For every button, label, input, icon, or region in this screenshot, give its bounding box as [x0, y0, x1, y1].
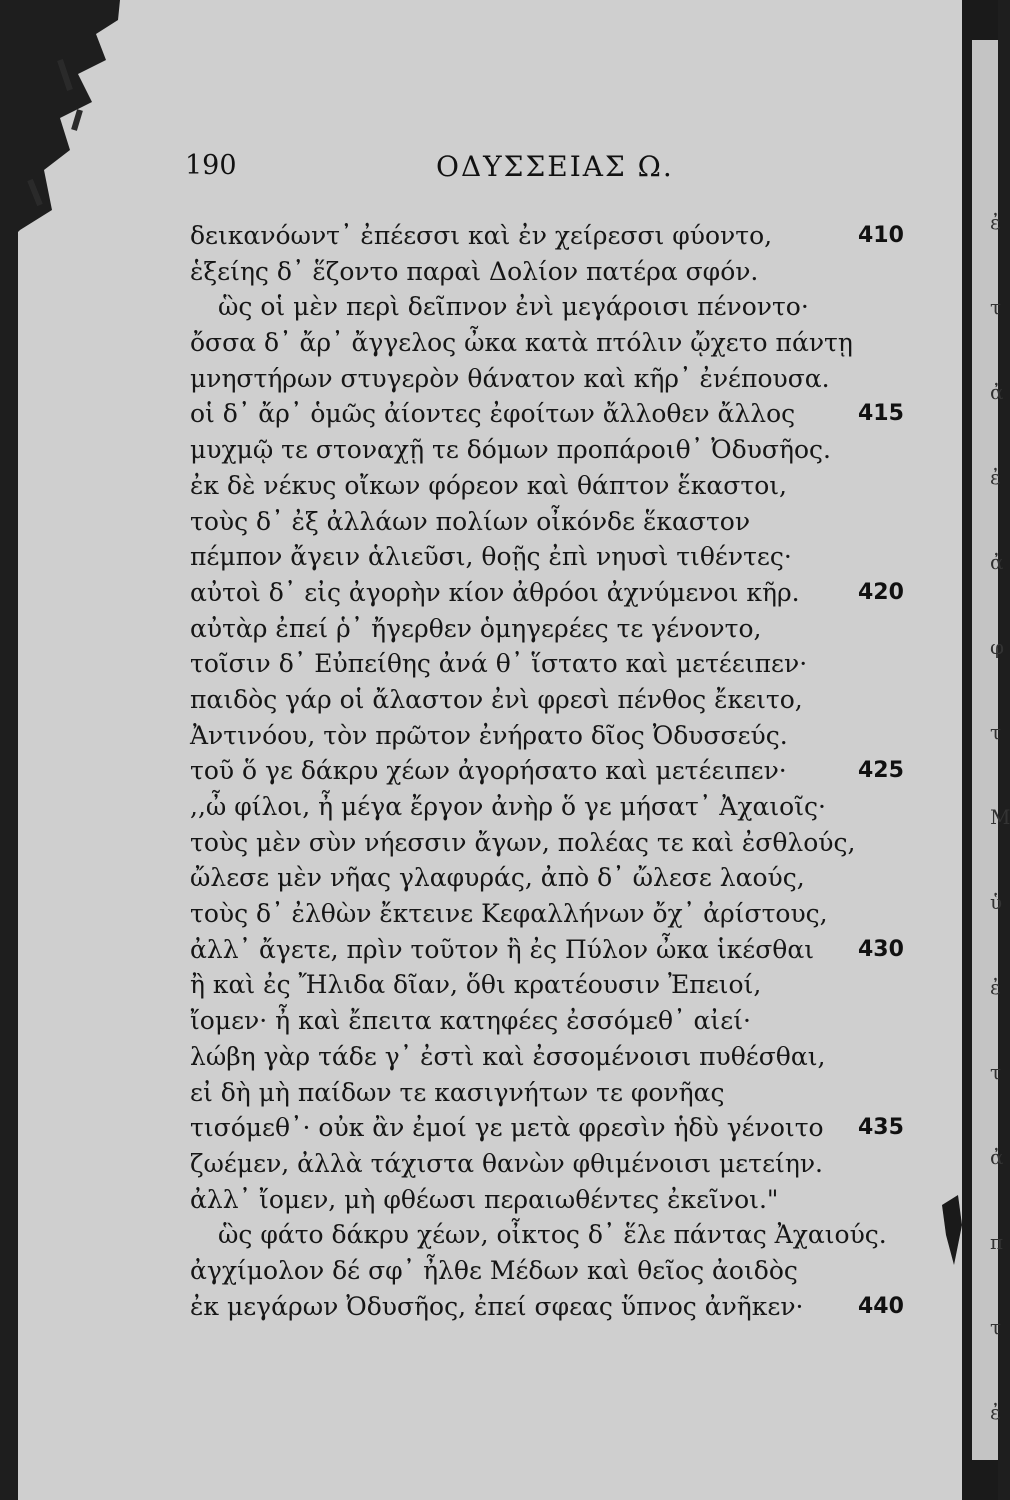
verse-line	[190, 789, 910, 825]
verse-text: τισόμεθ᾽· οὐκ ἂν ἐμοί γε μετὰ φρεσὶν ἡδὺ γένοιτο	[190, 1113, 824, 1143]
verse-text: ἑξείης δ᾽ ἕζοντο παραὶ Δολίον πατέρα σφόν.	[190, 256, 759, 286]
verse-text: τοὺς δ᾽ ἐξ ἀλλάων πολίων οἶκόνδε ἕκαστον	[190, 506, 751, 536]
verse-text: αὐτοὶ δ᾽ εἰς ἀγορὴν κίον ἀθρόοι ἀχνύμενοι κῆρ.	[190, 577, 800, 607]
verse-text: τοῦ ὅ γε δάκρυ χέων ἀγορήσατο καὶ μετέειπεν·	[190, 756, 787, 786]
adjacent-page-fragment: ἀ	[990, 1145, 1004, 1169]
verse-line	[190, 753, 910, 789]
verse-text: μνηστήρων στυγερὸν θάνατον καὶ κῆρ᾽ ἐνέπουσα.	[190, 363, 830, 393]
verse-text: οἱ δ᾽ ἄρ᾽ ὁμῶς ἀίοντες ἐφοίτων ἄλλοθεν ἄλλος	[190, 399, 796, 429]
verse-line	[190, 1217, 910, 1253]
adjacent-page-fragment: Μ	[990, 805, 1010, 829]
verse-line	[190, 825, 910, 861]
verse-line	[190, 1039, 910, 1075]
verse-line	[190, 1110, 910, 1146]
adjacent-page-fragment: τ	[990, 295, 1002, 319]
verse-line	[190, 611, 910, 647]
adjacent-page-fragment: π	[990, 1230, 1004, 1254]
verse-line	[190, 575, 910, 611]
verse-line	[190, 646, 910, 682]
verse-line	[190, 504, 910, 540]
verse-text: παιδὸς γάρ οἱ ἄλαστον ἐνὶ φρεσὶ πένθος ἔκειτο,	[190, 684, 803, 714]
verse-text: δεικανόωντ᾽ ἐπέεσσι καὶ ἐν χείρεσσι φύοντο,	[190, 221, 773, 250]
adjacent-page-fragment: ἐ	[990, 210, 1001, 234]
adjacent-page-fragment: τ	[990, 1315, 1002, 1339]
verse-line	[190, 967, 910, 1003]
verse-line	[190, 432, 910, 468]
running-header	[0, 150, 998, 190]
verse-text: ἀγχίμολον δέ σφ᾽ ἦλθε Μέδων καὶ θεῖος ἀοιδὸς	[190, 1255, 798, 1285]
verse-line	[190, 932, 910, 968]
adjacent-page-fragment: ἐ	[990, 465, 1001, 489]
torn-corner-marks	[0, 0, 140, 260]
verse-text: τοὺς δ᾽ ἐλθὼν ἔκτεινε Κεφαλλήνων ὄχ᾽ ἀρίστους,	[190, 899, 828, 929]
verse-text: τοῖσιν δ᾽ Εὐπείθης ἀνά θ᾽ ἵστατο καὶ μετέειπεν·	[190, 649, 808, 679]
verse-line	[190, 1003, 910, 1039]
adjacent-page-fragment: ἐ	[990, 1400, 1001, 1424]
verse-line	[190, 254, 910, 290]
verse-line	[190, 718, 910, 754]
adjacent-page-fragment: τ	[990, 1060, 1002, 1084]
verse-line	[190, 682, 910, 718]
adjacent-page-fragment: ὑ	[990, 890, 1003, 914]
verse-line	[190, 1146, 910, 1182]
verse-text: ἐκ δὲ νέκυς οἴκων φόρεον καὶ θάπτον ἕκαστοι,	[190, 470, 787, 500]
verse-text: ,,ὦ φίλοι, ἦ μέγα ἔργον ἀνὴρ ὅ γε μήσατ᾽ Ἀχαιοῖς·	[190, 792, 826, 821]
verse-line	[190, 289, 910, 325]
verse-line	[190, 1253, 910, 1289]
verse-text: ἀλλ᾽ ἴομεν, μὴ φθέωσι περαιωθέντες ἐκεῖνοι."	[190, 1184, 779, 1214]
verse-text: Ἀντινόου, τὸν πρῶτον ἐνήρατο δῖος Ὀδυσσεύς.	[190, 720, 788, 750]
verse-line	[190, 325, 910, 361]
verse-line	[190, 396, 910, 432]
verse-line	[190, 361, 910, 397]
verse-block	[190, 218, 910, 1324]
verse-text: ἐκ μεγάρων Ὀδυσῆος, ἐπεί σφεας ὕπνος ἀνῆκεν·	[190, 1291, 804, 1321]
verse-text: ὄσσα δ᾽ ἄρ᾽ ἄγγελος ὦκα κατὰ πτόλιν ᾤχετο πάντῃ	[190, 328, 853, 358]
verse-line	[190, 860, 910, 896]
adjacent-page-fragment: ἀ	[990, 380, 1004, 404]
book-title: ΟΔΥΣΣΕΙΑΣ Ω.	[436, 150, 674, 183]
adjacent-page-edge	[972, 40, 1010, 1460]
adjacent-page-fragment: φ	[990, 635, 1005, 659]
verse-line	[190, 1075, 910, 1111]
verse-text: ἴομεν· ἦ καὶ ἔπειτα κατηφέες ἐσσόμεθ᾽ αἰεί·	[190, 1006, 751, 1036]
verse-line	[190, 896, 910, 932]
verse-line	[190, 468, 910, 504]
line-number: 420	[858, 579, 904, 605]
page-edge-mark	[940, 1195, 968, 1265]
line-number: 425	[858, 758, 904, 784]
verse-text: ἀλλ᾽ ἄγετε, πρὶν τοῦτον ἢ ἐς Πύλον ὦκα ἱκέσθαι	[190, 934, 814, 964]
verse-text: ὣς οἱ μὲν περὶ δεῖπνον ἐνὶ μεγάροισι πένοντο·	[218, 292, 809, 322]
line-number: 430	[858, 936, 904, 962]
verse-text: πέμπον ἄγειν ἁλιεῦσι, θοῇς ἐπὶ νηυσὶ τιθέντες·	[190, 542, 792, 572]
verse-text: τοὺς μὲν σὺν νήεσσιν ἄγων, πολέας τε καὶ ἐσθλούς,	[190, 827, 856, 857]
verse-text: ἢ καὶ ἐς Ἤλιδα δῖαν, ὅθι κρατέουσιν Ἐπειοί,	[190, 970, 762, 1000]
verse-line	[190, 1289, 910, 1325]
line-number: 440	[858, 1293, 904, 1319]
line-number: 435	[858, 1115, 904, 1141]
verse-text: αὐτὰρ ἐπεί ῥ᾽ ἤγερθεν ὁμηγερέες τε γένοντο,	[190, 613, 762, 643]
verse-text: εἰ δὴ μὴ παίδων τε κασιγνήτων τε φονῆας	[190, 1077, 725, 1107]
verse-text: ὤλεσε μὲν νῆας γλαφυράς, ἀπὸ δ᾽ ὤλεσε λαούς,	[190, 863, 805, 893]
verse-text: μυχμῷ τε στοναχῇ τε δόμων προπάροιθ᾽ Ὀδυσῆος.	[190, 435, 831, 465]
line-number: 415	[858, 401, 904, 427]
line-number: 410	[858, 223, 904, 248]
adjacent-page-fragment: τ	[990, 720, 1002, 744]
verse-line	[190, 218, 910, 254]
adjacent-page-fragment: ἀ	[990, 550, 1004, 574]
adjacent-page-fragment: ἐ	[990, 975, 1001, 999]
verse-text: ζωέμεν, ἀλλὰ τάχιστα θανὼν φθιμένοισι μετείην.	[190, 1148, 823, 1178]
verse-line	[190, 539, 910, 575]
verse-text: λώβη γὰρ τάδε γ᾽ ἐστὶ καὶ ἐσσομένοισι πυθέσθαι,	[190, 1041, 826, 1071]
verse-text: ὣς φάτο δάκρυ χέων, οἶκτος δ᾽ ἕλε πάντας Ἀχαιούς.	[218, 1220, 887, 1250]
page-number: 190	[185, 150, 237, 181]
verse-line	[190, 1182, 910, 1218]
